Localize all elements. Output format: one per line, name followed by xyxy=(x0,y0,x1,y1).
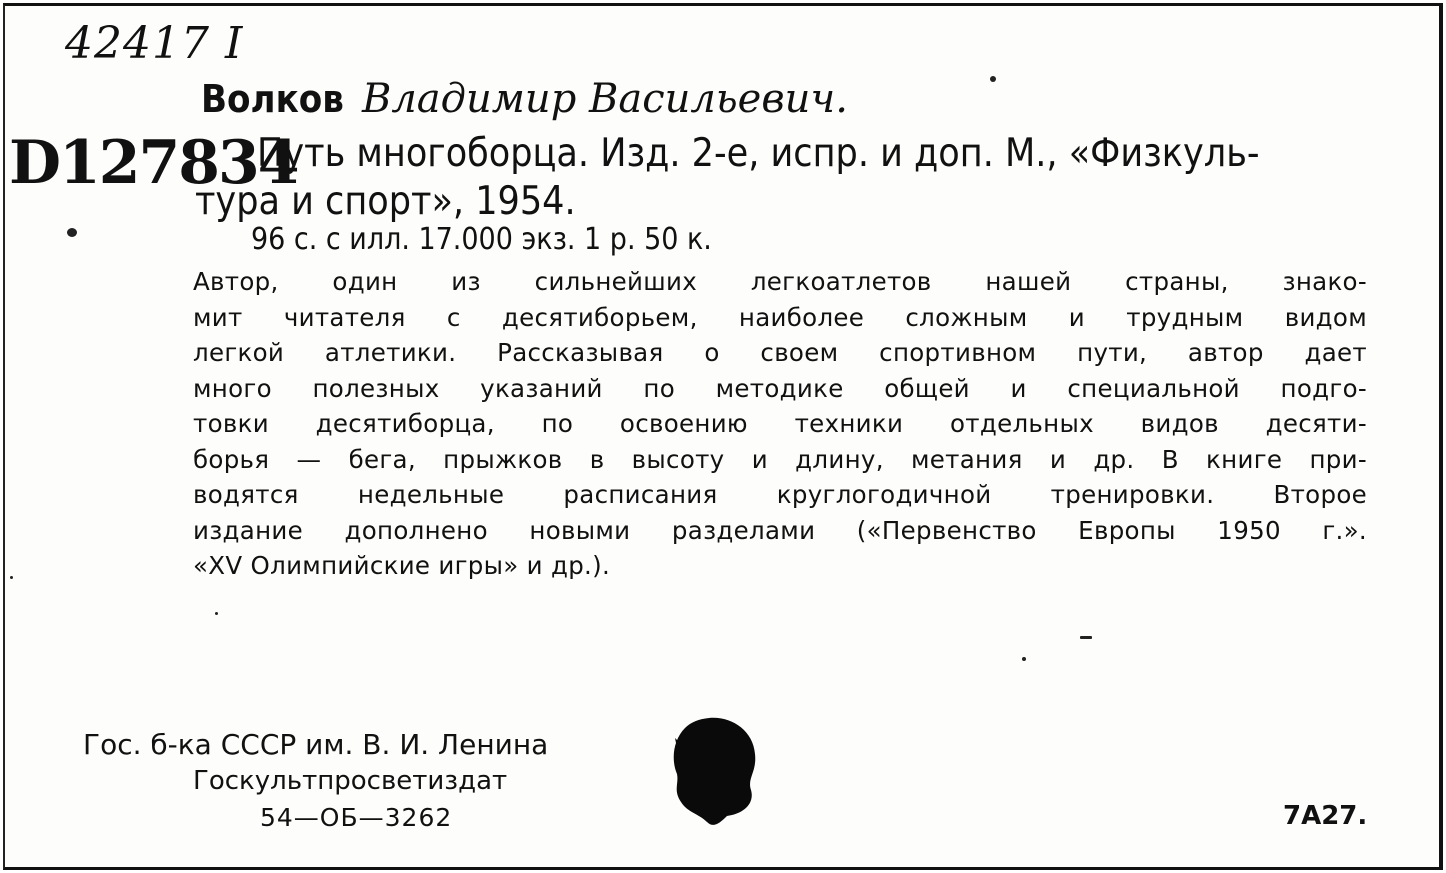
title-line-2: тура и спорт», 1954. xyxy=(195,179,576,224)
annotation-line: Автор, один из сильнейших легкоатлетов нашей страны, знако- xyxy=(193,267,1367,296)
catalog-card xyxy=(3,3,1443,870)
ink-speck xyxy=(990,76,996,82)
card-code: 7А27. xyxy=(1283,801,1368,831)
annotation-line: легкой атлетики. Рассказывая о своем спортивном пути, автор дает xyxy=(193,338,1367,367)
annotation-line: водятся недельные расписания круглогодичной тренировки. Второе xyxy=(193,480,1367,509)
ink-blot xyxy=(669,714,759,829)
annotation-line: борья — бега, прыжков в высоту и длину, метания и др. В книге при- xyxy=(193,444,1367,474)
annotation-line: «XV Олимпийские игры» и др.). xyxy=(193,551,611,580)
annotation-line: много полезных указаний по методике общей и специальной подго- xyxy=(193,373,1367,403)
shelf-mark-handwritten: 42417 I xyxy=(65,18,244,69)
author-heading xyxy=(201,76,848,122)
author-surname: Волков xyxy=(201,77,344,121)
annotation-line: товки десятиборца, по освоению техники отдельных видов десяти- xyxy=(193,409,1367,438)
annotation-line: издание дополнено новыми разделами («Первенство Европы 1950 г.». xyxy=(193,515,1367,545)
annotation-line: мит читателя с десятиборьем, наиболее сложным и трудным видом xyxy=(193,302,1367,332)
ink-speck xyxy=(1022,657,1026,661)
ink-speck xyxy=(10,576,13,579)
collation: 96 с. с илл. 17.000 экз. 1 р. 50 к. xyxy=(251,222,712,257)
order-number: 54—ОБ—3262 xyxy=(260,803,453,832)
annotation xyxy=(193,264,1367,584)
title-line-1: Путь многоборца. Изд. 2-е, испр. и доп. М., «Физкуль- xyxy=(257,131,1260,176)
library-stamp: Гос. б-ка СССР им. В. И. Ленина xyxy=(83,728,549,761)
author-given-handwritten: Владимир Васильевич. xyxy=(361,76,848,122)
ink-speck xyxy=(215,612,218,615)
ink-speck xyxy=(1080,636,1092,639)
ink-speck xyxy=(67,228,77,237)
title-statement xyxy=(195,130,1375,226)
publisher: Госкультпросветиздат xyxy=(193,766,508,796)
inventory-number-handwritten: D127834 xyxy=(9,128,298,198)
